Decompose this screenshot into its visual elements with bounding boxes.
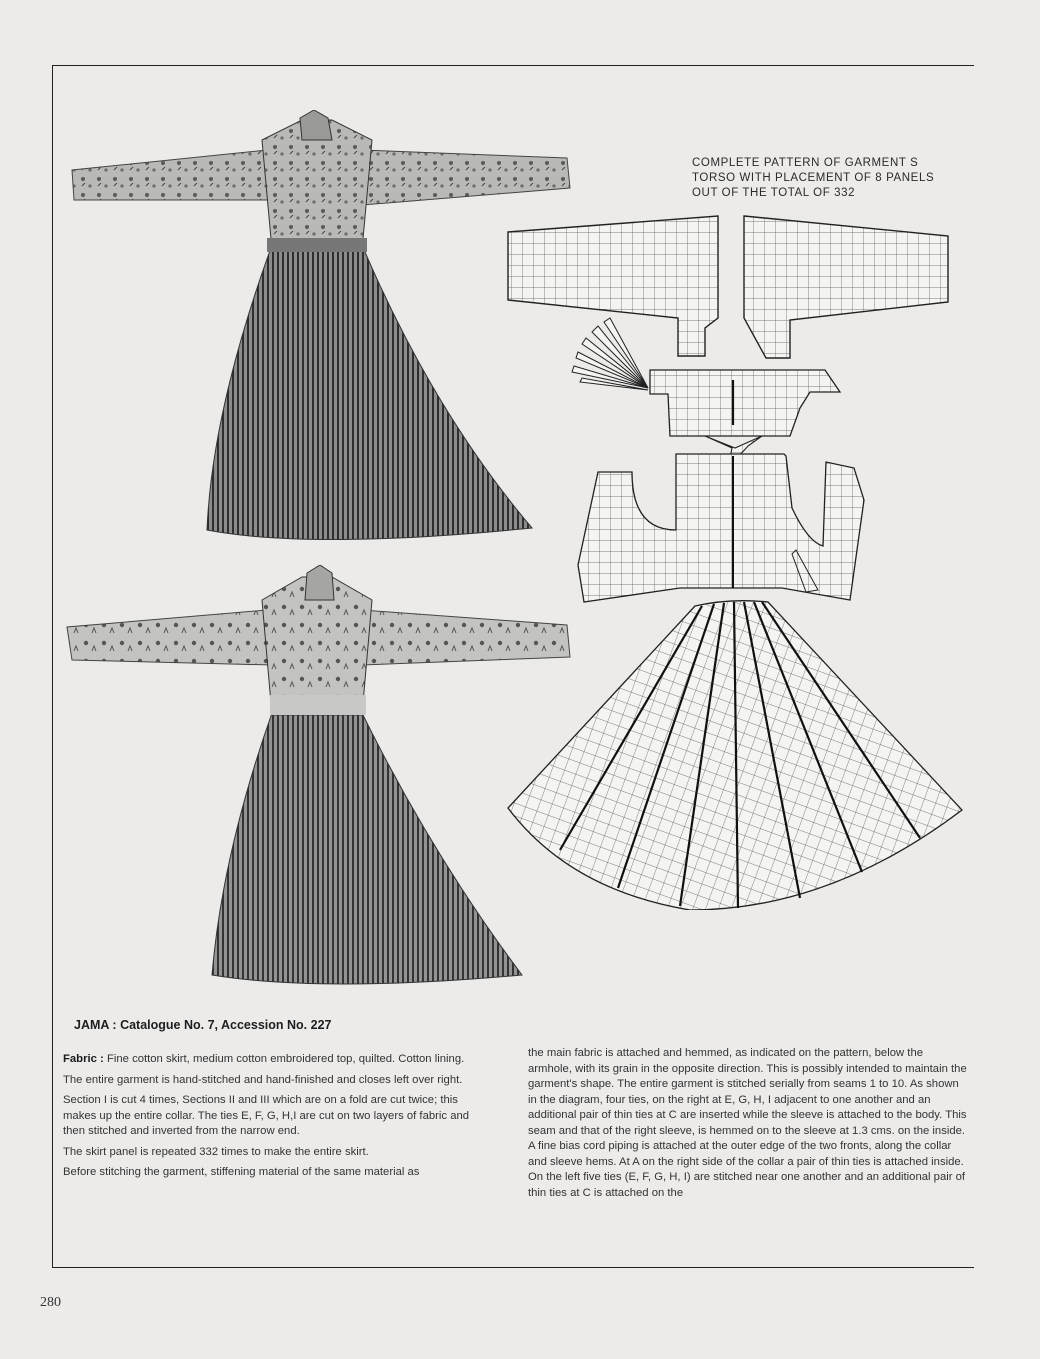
fabric-label: Fabric : bbox=[63, 1053, 104, 1065]
paragraph-4: The skirt panel is repeated 332 times to make the entire skirt. bbox=[63, 1145, 369, 1158]
bodice-piece bbox=[578, 454, 864, 602]
paragraph-2: The entire garment is hand-stitched and hand-finished and closes left over right. bbox=[63, 1073, 463, 1086]
description-right-column bbox=[528, 1046, 968, 1201]
paragraph-5: Before stitching the garment, stiffening material of the same material as bbox=[63, 1166, 420, 1178]
skirt-panel-fan bbox=[508, 601, 962, 910]
sleeve-right-piece bbox=[744, 216, 948, 358]
pattern-caption bbox=[692, 156, 972, 201]
top-rule bbox=[52, 65, 974, 66]
pattern-caption-line-1: COMPLETE PATTERN OF GARMENT S bbox=[692, 157, 919, 169]
paragraph-3: Section I is cut 4 times, Sections II and III which are on a fold are cut twice; this makes up the entire collar. The ties E, F, G, H,I are cut on two layers of fabric and then stitched and inverted from the narrow end. bbox=[63, 1094, 470, 1137]
catalogue-title: JAMA : Catalogue No. 7, Accession No. 227 bbox=[74, 1018, 332, 1032]
garment-photo-front bbox=[62, 110, 574, 545]
fabric-paragraph bbox=[63, 1052, 481, 1068]
right-column-paragraph: the main fabric is attached and hemmed, as indicated on the pattern, below the armhole, with its grain in the opposite direction. This is possibly intended to maintain the garment's shape. The entire garment is stitched serially from seams 1 to 10. As shown in the diagram, four ties, on the right at E, G, H, I adjacent to one another and an additional pair of thin ties at C are inserted while the sleeve is attached to the body. This seam and that of the right sleeve, is hemmed on to the sleeve at 1.3 cms. on the inside. A fine bias cord piping is attached at the outer edge of the two fronts, along the collar and sleeve hems. At A on the right side of the collar a pair of thin ties is attached inside. On the left five ties (E, F, G, H, I) are stitched near one another and an additional pair of thin ties at C is attached on the bbox=[528, 1047, 967, 1199]
garment-photo-back bbox=[62, 565, 574, 990]
pattern-caption-line-2: TORSO WITH PLACEMENT OF 8 PANELS bbox=[692, 172, 935, 184]
pattern-caption-line-3: OUT OF THE TOTAL OF 332 bbox=[692, 187, 856, 199]
left-rule bbox=[52, 65, 53, 1268]
bottom-rule bbox=[52, 1267, 974, 1268]
collar-piece bbox=[650, 370, 840, 468]
ties-fan bbox=[572, 318, 648, 390]
garment-pattern-diagram bbox=[500, 210, 970, 915]
fabric-text: Fine cotton skirt, medium cotton embroidered top, quilted. Cotton lining. bbox=[103, 1053, 465, 1065]
description-left-column bbox=[63, 1052, 481, 1186]
page-number: 280 bbox=[40, 1295, 61, 1310]
